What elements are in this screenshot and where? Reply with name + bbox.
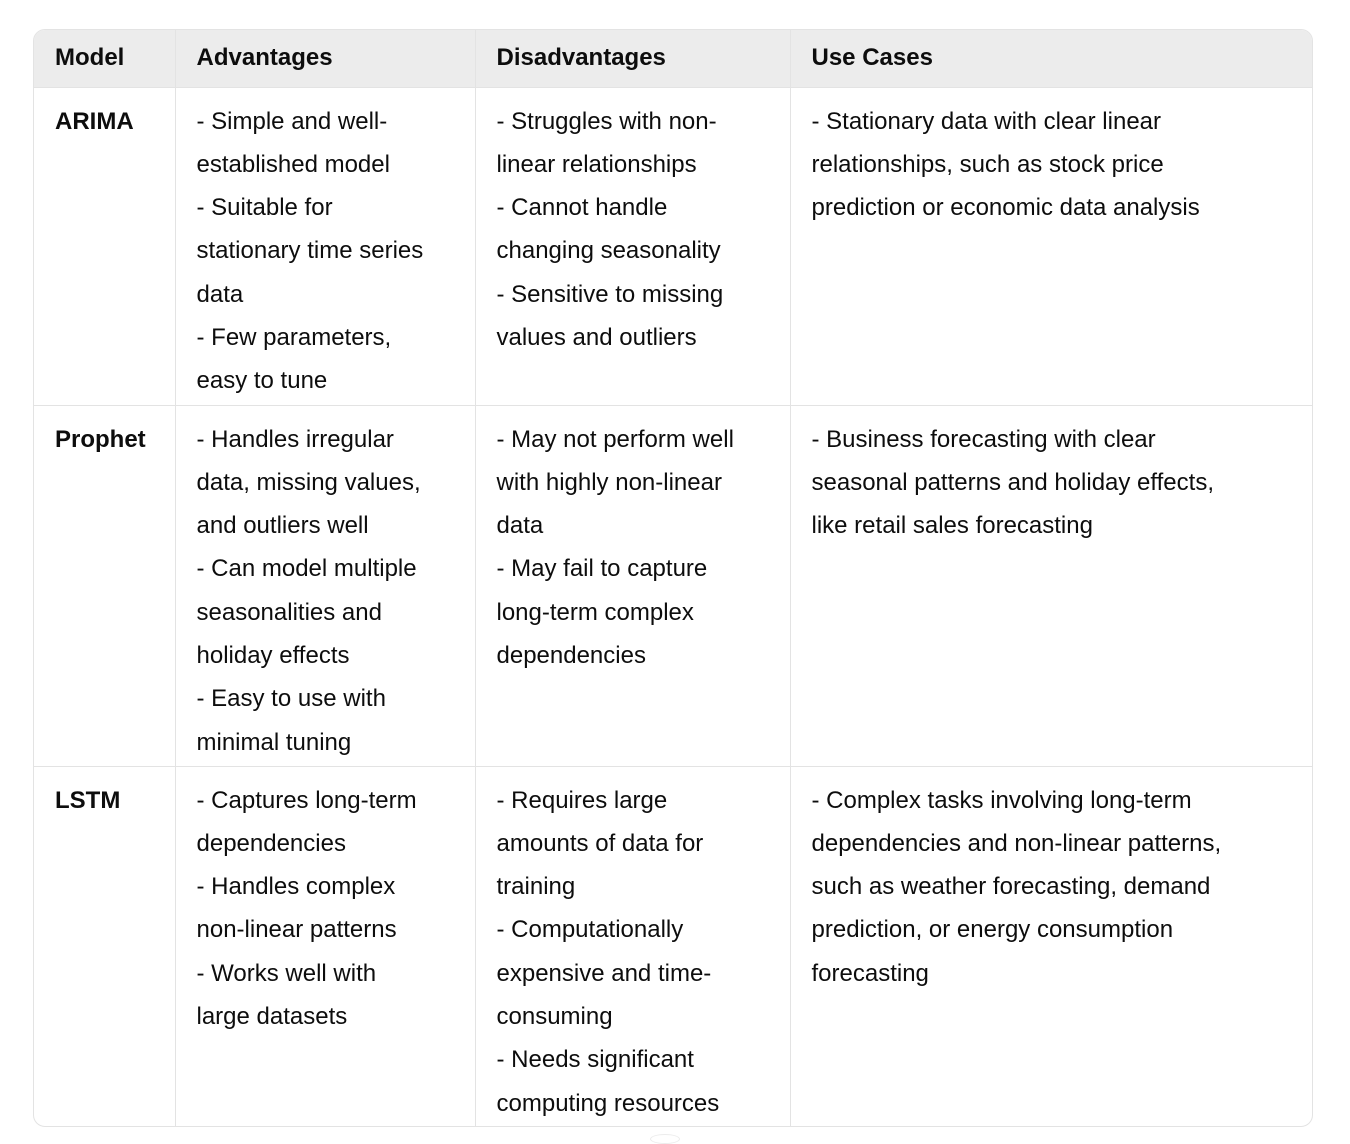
disadvantages-line: changing seasonality <box>496 237 721 265</box>
use-cases-line: like retail sales forecasting <box>811 512 1093 540</box>
disadvantages-line: - Requires large <box>496 786 668 814</box>
advantages-line: non-linear patterns <box>196 916 397 944</box>
header-model: Model <box>34 30 175 87</box>
advantages-cell <box>175 87 475 405</box>
disadvantages-line: - Computationally <box>496 916 684 944</box>
header-advantages: Advantages <box>175 30 475 87</box>
disadvantages-line: computing resources <box>496 1089 720 1117</box>
use-cases-line: prediction, or energy consumption <box>811 916 1174 944</box>
advantages-line: - Works well with <box>196 959 377 987</box>
advantages-line: - Easy to use with <box>196 685 386 713</box>
table-row <box>34 405 1312 766</box>
use-cases-cell <box>790 766 1312 1127</box>
advantages-line: large datasets <box>196 1002 348 1030</box>
advantages-line: - Handles irregular <box>196 425 394 453</box>
table-header-row <box>34 30 1312 87</box>
advantages-cell <box>175 405 475 766</box>
model-name-cell: ARIMA <box>34 87 175 405</box>
scroll-indicator <box>650 1134 680 1144</box>
advantages-line: - Few parameters, <box>196 323 392 351</box>
advantages-line: minimal tuning <box>196 728 352 756</box>
disadvantages-line: consuming <box>496 1002 613 1030</box>
use-cases-line: seasonal patterns and holiday effects, <box>811 468 1214 496</box>
comparison-table-container <box>33 29 1313 1127</box>
disadvantages-line: long-term complex <box>496 598 694 626</box>
disadvantages-line: - Needs significant <box>496 1046 694 1074</box>
use-cases-line: - Complex tasks involving long-term <box>811 786 1192 814</box>
disadvantages-line: expensive and time- <box>496 959 712 987</box>
advantages-line: and outliers well <box>196 512 369 540</box>
model-comparison-table <box>34 30 1312 1127</box>
table-row <box>34 766 1312 1127</box>
model-name-cell: Prophet <box>34 405 175 766</box>
advantages-line: - Handles complex <box>196 873 396 901</box>
disadvantages-line: data <box>496 512 544 540</box>
disadvantages-cell <box>475 87 790 405</box>
advantages-line: holiday effects <box>196 641 350 669</box>
disadvantages-line: - Struggles with non- <box>496 107 717 135</box>
advantages-line: easy to tune <box>196 367 328 395</box>
use-cases-line: such as weather forecasting, demand <box>811 873 1211 901</box>
disadvantages-line: linear relationships <box>496 150 697 178</box>
disadvantages-cell <box>475 766 790 1127</box>
disadvantages-line: - Sensitive to missing <box>496 280 724 308</box>
use-cases-line: prediction or economic data analysis <box>811 194 1200 222</box>
disadvantages-line: - May fail to capture <box>496 555 708 583</box>
disadvantages-line: - May not perform well <box>496 425 734 453</box>
use-cases-line: relationships, such as stock price <box>811 150 1164 178</box>
advantages-line: established model <box>196 150 390 178</box>
disadvantages-line: amounts of data for <box>496 829 704 857</box>
use-cases-line: - Business forecasting with clear <box>811 425 1156 453</box>
use-cases-cell <box>790 87 1312 405</box>
advantages-line: seasonalities and <box>196 598 382 626</box>
table-row <box>34 87 1312 405</box>
advantages-line: data <box>196 280 244 308</box>
use-cases-line: - Stationary data with clear linear <box>811 107 1161 135</box>
disadvantages-line: - Cannot handle <box>496 194 668 222</box>
advantages-line: stationary time series <box>196 237 424 265</box>
disadvantages-line: with highly non-linear <box>496 468 722 496</box>
model-name-cell: LSTM <box>34 766 175 1127</box>
disadvantages-line: values and outliers <box>496 323 697 351</box>
header-disadvantages: Disadvantages <box>475 30 790 87</box>
advantages-line: - Suitable for <box>196 194 333 222</box>
use-cases-cell <box>790 405 1312 766</box>
header-use-cases: Use Cases <box>790 30 1312 87</box>
advantages-line: dependencies <box>196 829 346 857</box>
use-cases-line: dependencies and non-linear patterns, <box>811 829 1222 857</box>
disadvantages-line: dependencies <box>496 641 646 669</box>
advantages-line: data, missing values, <box>196 468 421 496</box>
disadvantages-line: training <box>496 873 576 901</box>
disadvantages-cell <box>475 405 790 766</box>
use-cases-line: forecasting <box>811 959 929 987</box>
advantages-line: - Captures long-term <box>196 786 417 814</box>
advantages-cell <box>175 766 475 1127</box>
advantages-line: - Simple and well- <box>196 107 388 135</box>
advantages-line: - Can model multiple <box>196 555 417 583</box>
